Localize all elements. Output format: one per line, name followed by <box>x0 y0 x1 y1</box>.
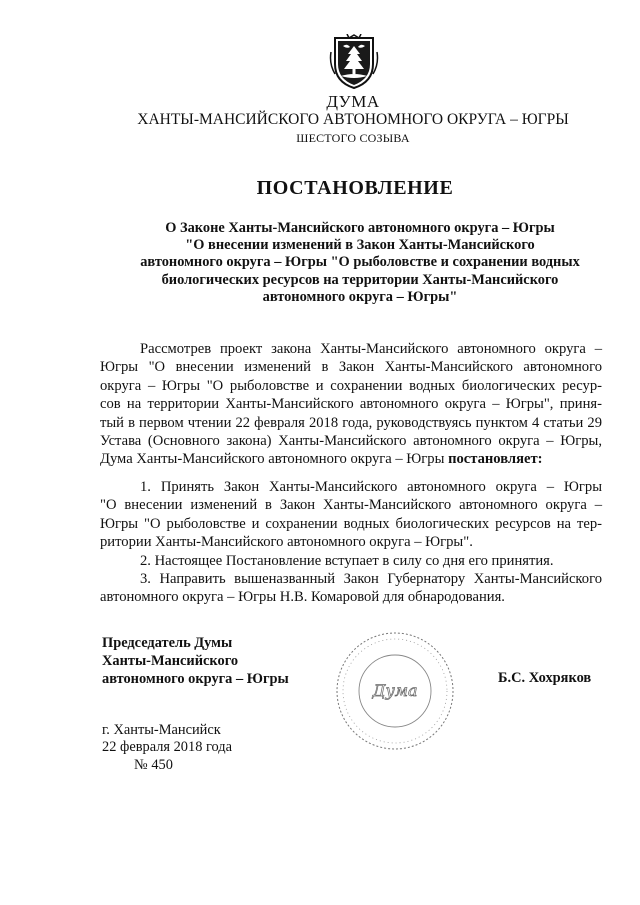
preamble-paragraph <box>100 340 602 469</box>
item-line: Югры "О рыболовстве и сохранении водных биологических ресурсов на тер- <box>100 515 602 532</box>
seal-center-text: Дума <box>372 681 418 700</box>
document-city: г. Ханты-Мансийск <box>102 722 221 738</box>
issuer-name: ДУМА <box>326 92 380 111</box>
resolution-items <box>100 478 602 607</box>
document-date: 22 февраля 2018 года <box>102 739 233 756</box>
preamble-line: сов на территории Ханты-Мансийского автономного округа – Югры", приня- <box>100 396 602 413</box>
document-type-title: ПОСТАНОВЛЕНИЕ <box>256 177 454 199</box>
item-line: ритории Ханты-Мансийского автономного округа – Югры". <box>100 534 473 551</box>
item-line: 3. Направить вышеназванный Закон Губернатору Ханты-Мансийского <box>140 571 602 588</box>
preamble-line: тый в первом чтении 22 февраля 2018 года, руководствуясь пунктом 4 статьи 29 <box>100 414 602 431</box>
document-place-date-number <box>102 722 232 774</box>
preamble-line: Дума Ханты-Мансийского автономного округа – Югры <box>100 451 445 468</box>
preamble-line: Югры "О внесении изменений в Закон Ханты-Мансийского автономного <box>100 359 602 376</box>
subject-line: "О внесении изменений в Закон Ханты-Мансийского <box>185 237 535 254</box>
signatory-title-line: Председатель Думы <box>102 635 233 651</box>
signatory-name: Б.С. Хохряков <box>498 670 592 686</box>
preamble-line: Устава (Основного закона) Ханты-Мансийского автономного округа – Югры, <box>100 433 602 450</box>
signatory-title-line: автономного округа – Югры <box>102 671 289 687</box>
item-line: 1. Принять Закон Ханты-Мансийского автономного округа – Югры <box>140 479 602 495</box>
item-line: автономного округа – Югры Н.В. Комаровой для обнародования. <box>100 589 505 606</box>
subject-line: автономного округа – Югры "О рыболовстве и сохранении водных <box>140 254 580 271</box>
resolution-verb: постановляет: <box>448 451 543 468</box>
preamble-last-line <box>100 450 602 468</box>
signatory-title <box>102 634 289 688</box>
subject-line: О Законе Ханты-Мансийского автономного округа – Югры <box>165 220 555 236</box>
official-seal-stamp <box>322 628 468 754</box>
item-line: "О внесении изменений в Закон Ханты-Мансийского автономного округа – <box>100 497 602 514</box>
signatory-title-line: Ханты-Мансийского <box>102 653 239 669</box>
document-subject <box>120 220 600 306</box>
subject-line: автономного округа – Югры" <box>262 288 458 305</box>
item-line: 2. Настоящее Постановление вступает в силу со дня его принятия. <box>140 552 554 569</box>
preamble-line: Рассмотрев проект закона Ханты-Мансийского автономного округа – <box>140 341 602 357</box>
issuer-convocation: ШЕСТОГО СОЗЫВА <box>296 131 410 145</box>
preamble-line: округа – Югры "О рыболовстве и сохранении водных биологических ресур- <box>100 377 602 394</box>
subject-line: биологических ресурсов на территории Ханты-Мансийского <box>161 271 559 288</box>
issuer-region: ХАНТЫ-МАНСИЙСКОГО АВТОНОМНОГО ОКРУГА – ЮГРЫ <box>137 111 569 128</box>
document-number: № 450 <box>134 756 173 773</box>
coat-of-arms-emblem <box>329 34 379 90</box>
